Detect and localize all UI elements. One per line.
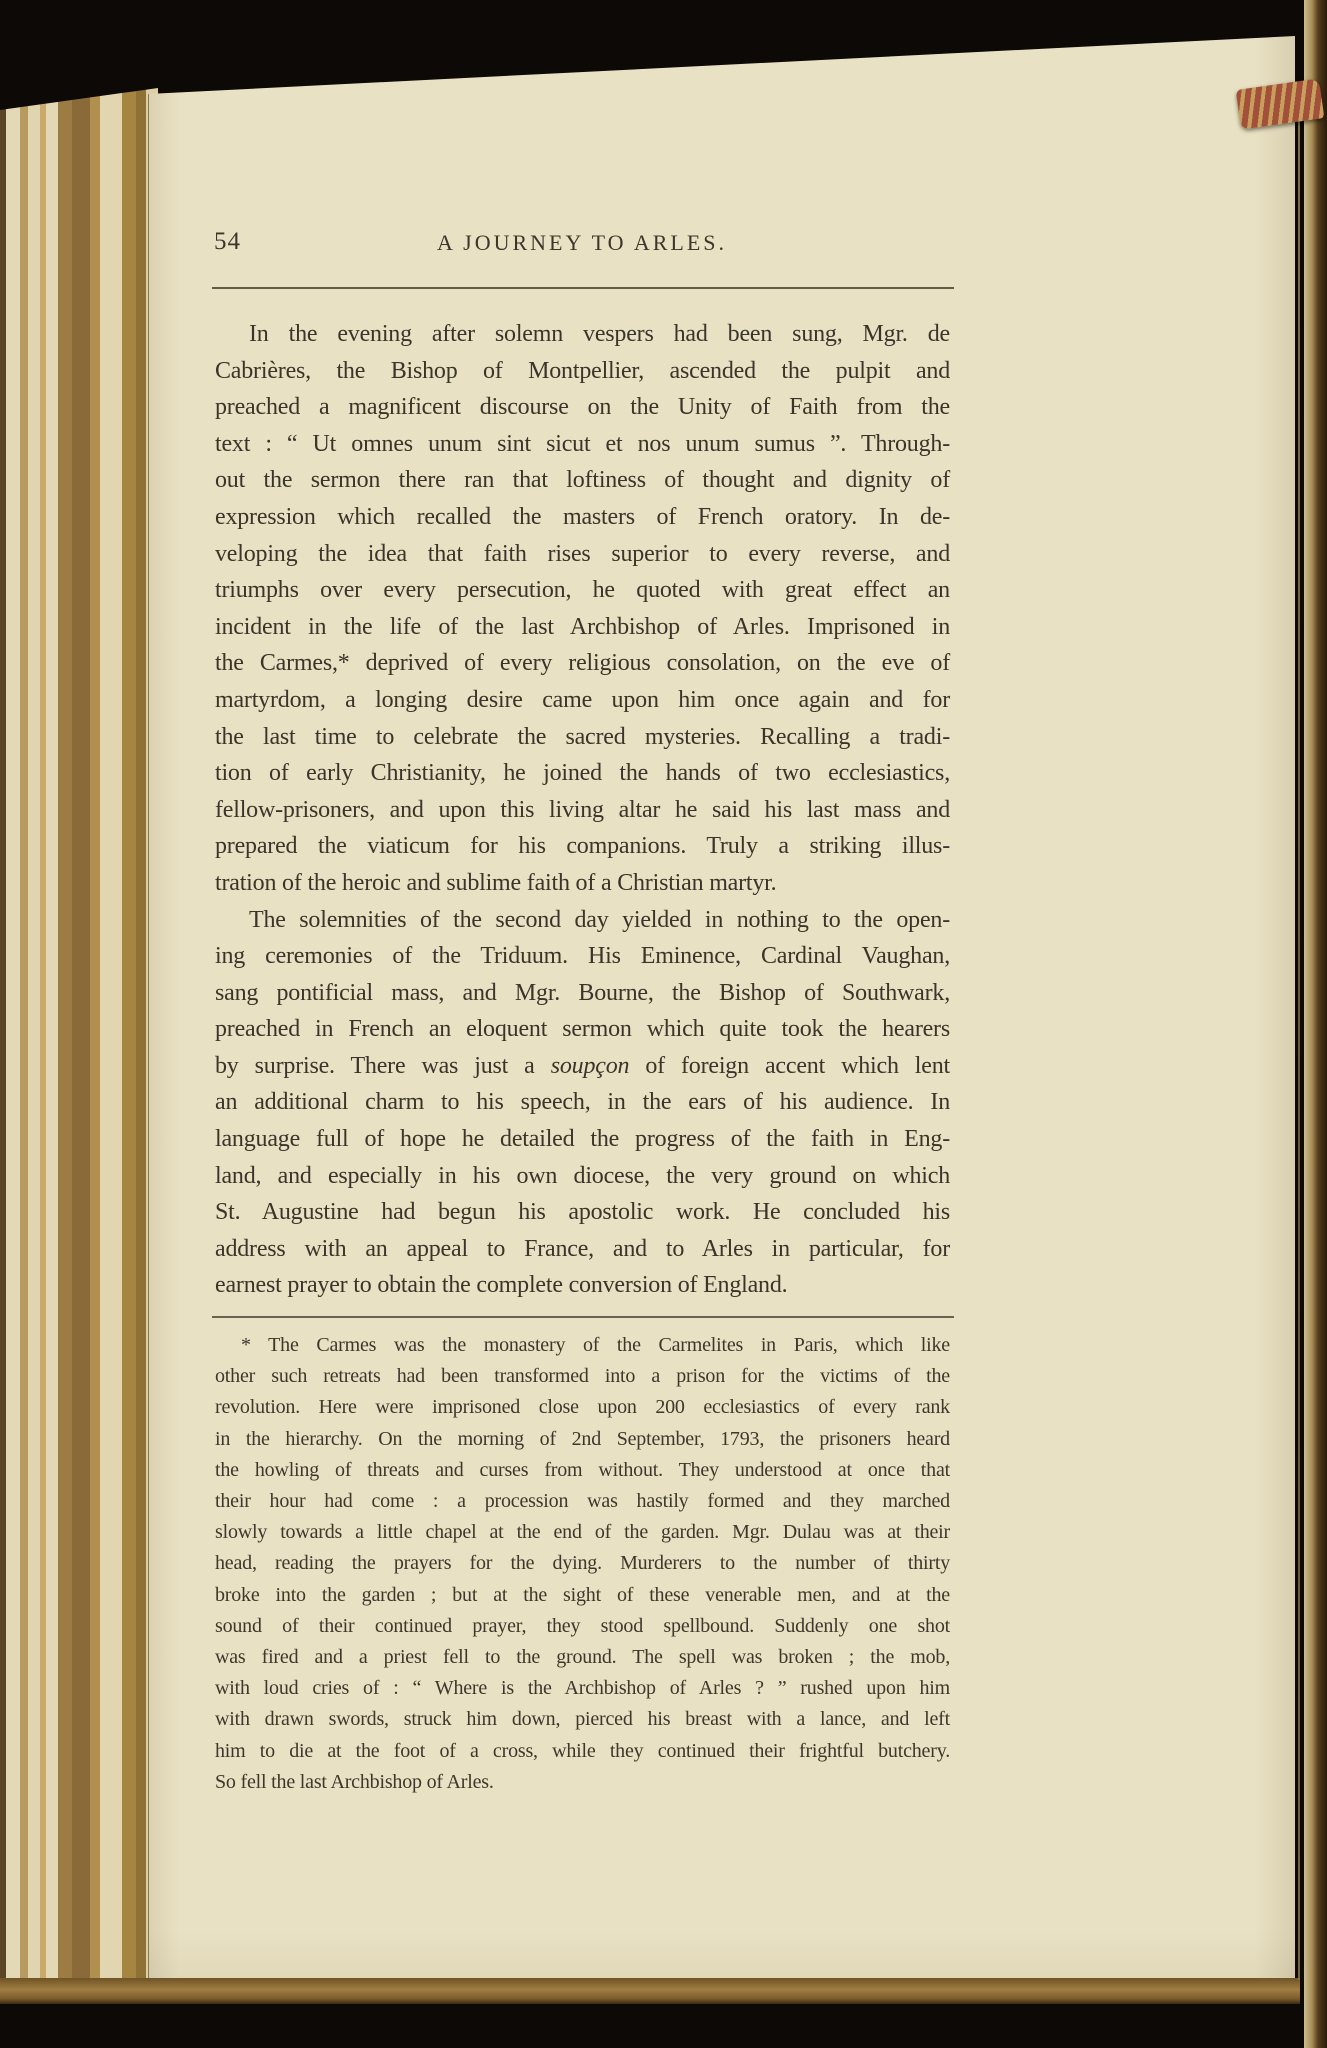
text-line: revolution. Here were imprisoned close upon 200 ecclesiastics of every rank — [215, 1396, 950, 1419]
text-line: an additional charm to his speech, in the ears of his audience. In — [215, 1089, 950, 1116]
text-line: the howling of threats and curses from without. They understood at once that — [215, 1458, 950, 1481]
text-line: incident in the life of the last Archbishop of Arles. Imprisoned in — [215, 613, 950, 640]
gutter-crease — [1298, 120, 1300, 1980]
text-line: Cabrières, the Bishop of Montpellier, ascended the pulpit and — [215, 357, 950, 384]
footnote-rule — [212, 1316, 954, 1318]
footnote — [215, 1330, 950, 1798]
book-cover-edge — [1304, 0, 1327, 2048]
text-line: prepared the viaticum for his companions. Truly a striking illus- — [215, 833, 950, 860]
text-line: sang pontificial mass, and Mgr. Bourne, the Bishop of Southwark, — [215, 979, 950, 1006]
text-line: was fired and a priest fell to the ground. The spell was broken ; the mob, — [215, 1646, 950, 1669]
page-number: 54 — [214, 228, 241, 255]
page-stack-edges — [0, 88, 158, 1980]
text-line: broke into the garden ; but at the sight of these venerable men, and at the — [215, 1583, 950, 1606]
body-text — [215, 316, 950, 1304]
text-line: expression which recalled the masters of French oratory. In de- — [215, 503, 950, 530]
running-header: A JOURNEY TO ARLES. — [436, 230, 728, 255]
text-line: by surprise. There was just a soupçon of foreign accent which lent — [215, 1052, 950, 1079]
text-line: text : “ Ut omnes unum sint sicut et nos unum sumus ”. Through- — [215, 430, 950, 457]
page-header-row — [212, 226, 952, 260]
text-line: triumphs over every persecution, he quoted with great effect an — [215, 577, 950, 604]
text-line: fellow-prisoners, and upon this living altar he said his last mass and — [215, 796, 950, 823]
text-line: the Carmes,* deprived of every religious consolation, on the eve of — [215, 650, 950, 677]
text-line: preached a magnificent discourse on the Unity of Faith from the — [215, 394, 950, 421]
text-line: in the hierarchy. On the morning of 2nd September, 1793, the prisoners heard — [215, 1427, 950, 1450]
header-rule — [212, 287, 954, 289]
text-line: The solemnities of the second day yielded in nothing to the open- — [249, 906, 950, 933]
text-line: the last time to celebrate the sacred mysteries. Recalling a tradi- — [215, 723, 950, 750]
text-line: In the evening after solemn vespers had been sung, Mgr. de — [249, 321, 950, 347]
text-line: with drawn swords, struck him down, pierced his breast with a lance, and left — [215, 1708, 950, 1731]
text-line: ing ceremonies of the Triduum. His Eminence, Cardinal Vaughan, — [215, 943, 950, 970]
text-line: head, reading the prayers for the dying. Murderers to the number of thirty — [215, 1552, 950, 1575]
text-line: tion of early Christianity, he joined the hands of two ecclesiastics, — [215, 760, 950, 787]
text-line: out the sermon there ran that loftiness of thought and dignity of — [215, 467, 950, 494]
text-line: other such retreats had been transformed into a prison for the victims of the — [215, 1365, 950, 1388]
text-line: language full of hope he detailed the progress of the faith in Eng- — [215, 1126, 950, 1153]
text-line: address with an appeal to France, and to Arles in particular, for — [215, 1235, 950, 1262]
text-line: So fell the last Archbishop of Arles. — [215, 1770, 494, 1793]
text-line: * The Carmes was the monastery of the Carmelites in Paris, which like — [241, 1334, 950, 1356]
text-line: martyrdom, a longing desire came upon him once again and for — [215, 686, 950, 713]
text-line: St. Augustine had begun his apostolic work. He concluded his — [215, 1199, 950, 1226]
text-line: veloping the idea that faith rises superior to every reverse, and — [215, 540, 950, 567]
text-line: their hour had come : a procession was hastily formed and they marched — [215, 1490, 950, 1513]
text-line: sound of their continued prayer, they stood spellbound. Suddenly one shot — [215, 1614, 950, 1637]
text-line: him to die at the foot of a cross, while they continued their frightful butchery. — [215, 1739, 950, 1762]
paragraph-1 — [215, 316, 950, 902]
text-line: earnest prayer to obtain the complete conversion of England. — [215, 1272, 788, 1299]
paragraph-2 — [215, 902, 950, 1305]
text-line: tration of the heroic and sublime faith of a Christian martyr. — [215, 869, 777, 896]
text-line: slowly towards a little chapel at the end of the garden. Mgr. Dulau was at their — [215, 1521, 950, 1544]
text-line: with loud cries of : “ Where is the Archbishop of Arles ? ” rushed upon him — [215, 1677, 950, 1700]
gilt-bottom-edge — [0, 1978, 1300, 2004]
text-line: land, and especially in his own diocese, the very ground on which — [215, 1162, 950, 1189]
text-line: preached in French an eloquent sermon which quite took the hearers — [215, 1016, 950, 1043]
